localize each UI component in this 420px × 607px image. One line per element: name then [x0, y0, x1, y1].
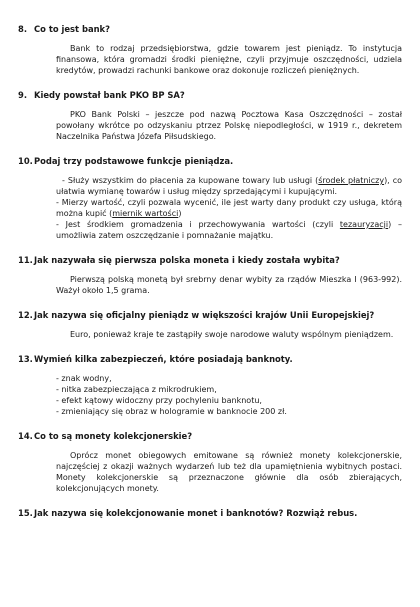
security-features-list: [56, 373, 402, 417]
list-item: - Mierzy wartość, czyli pozwala wycenić, ile jest warty dany produkt czy usługa, którą można kupić (miernik wartości): [56, 198, 402, 218]
list-item: - efekt kątowy widoczny przy pochyleniu banknotu,: [56, 396, 262, 405]
question-heading: 11.Jak nazywała się pierwsza polska moneta i kiedy została wybita?: [18, 255, 340, 265]
answer-text: Bank to rodzaj przedsiębiorstwa, gdzie towarem jest pieniądz. To instytucja finansowa, która gromadzi środki pieniężne, czyli przyjmuje oszczędności, udziela kredytów, prowadzi rachunki bankowe oraz dokonuje rozliczeń pieniężnych.: [56, 44, 402, 75]
question-9: [18, 90, 402, 142]
question-heading: 9. Kiedy powstał bank PKO BP SA?: [18, 90, 185, 100]
answer-text: PKO Bank Polski – jeszcze pod nazwą Pocztowa Kasa Oszczędności – został powołany wkrótce po odzyskaniu ptrzez Polskę niepodległości, w 1919 r., dekretem Naczelnika Państwa Józefa Piłsudskiego.: [56, 110, 402, 141]
list-item: - Jest środkiem gromadzenia i przechowywania wartości (czyli tezauryzacji) – umożliwia zatem oszczędzanie i pomnażanie majątku.: [56, 220, 402, 240]
question-13: [18, 354, 402, 417]
term-underlined: miernik wartości: [112, 209, 179, 218]
answer-text: Oprócz monet obiegowych emitowane są również monety kolekcjonerskie, najczęściej z okazji ważnych wydarzeń lub też dla upamiętnienia wybitnych postaci. Monety kolekcjonerskie są przeznaczone głównie dla osób zbierających, kolekcjonujących monety.: [56, 451, 402, 493]
term-underlined: tezauryzacji: [339, 220, 389, 229]
functions-list: [56, 175, 402, 241]
list-item: - nitka zabezpieczająca z mikrodrukiem,: [56, 385, 217, 394]
question-15: [18, 508, 402, 519]
question-12: [18, 310, 402, 340]
list-item: - Służy wszystkim do płacenia za kupowane towary lub usługi (środek płatniczy), co ułatwia wymianę towarów i usług między sprzedającymi i kupującymi.: [56, 176, 403, 196]
question-14: [18, 431, 402, 494]
question-heading: 12.Jak nazywa się oficjalny pieniądz w większości krajów Unii Europejskiej?: [18, 310, 375, 320]
question-10: [18, 156, 402, 241]
list-item: - zmieniający się obraz w hologramie w banknocie 200 zł.: [56, 407, 287, 416]
list-item: - znak wodny,: [56, 374, 112, 383]
term-underlined: środek płatniczy: [318, 176, 385, 185]
question-heading: 8. Co to jest bank?: [18, 24, 110, 34]
question-11: [18, 255, 402, 296]
answer-text: Euro, ponieważ kraje te zastąpiły swoje narodowe waluty wspólnym pieniądzem.: [70, 330, 394, 339]
question-heading: 14.Co to są monety kolekcjonerskie?: [18, 431, 193, 441]
answer-text: Pierwszą polską monetą był srebrny denar wybity za rządów Mieszka I (963-992). Ważył około 1,5 grama.: [56, 275, 402, 295]
question-heading: 15.Jak nazywa się kolekcjonowanie monet i banknotów? Rozwiąż rebus.: [18, 508, 358, 518]
question-8: [18, 24, 402, 76]
question-heading: 13.Wymień kilka zabezpieczeń, które posiadają banknoty.: [18, 354, 293, 364]
question-heading: 10.Podaj trzy podstawowe funkcje pieniądza.: [18, 156, 234, 166]
